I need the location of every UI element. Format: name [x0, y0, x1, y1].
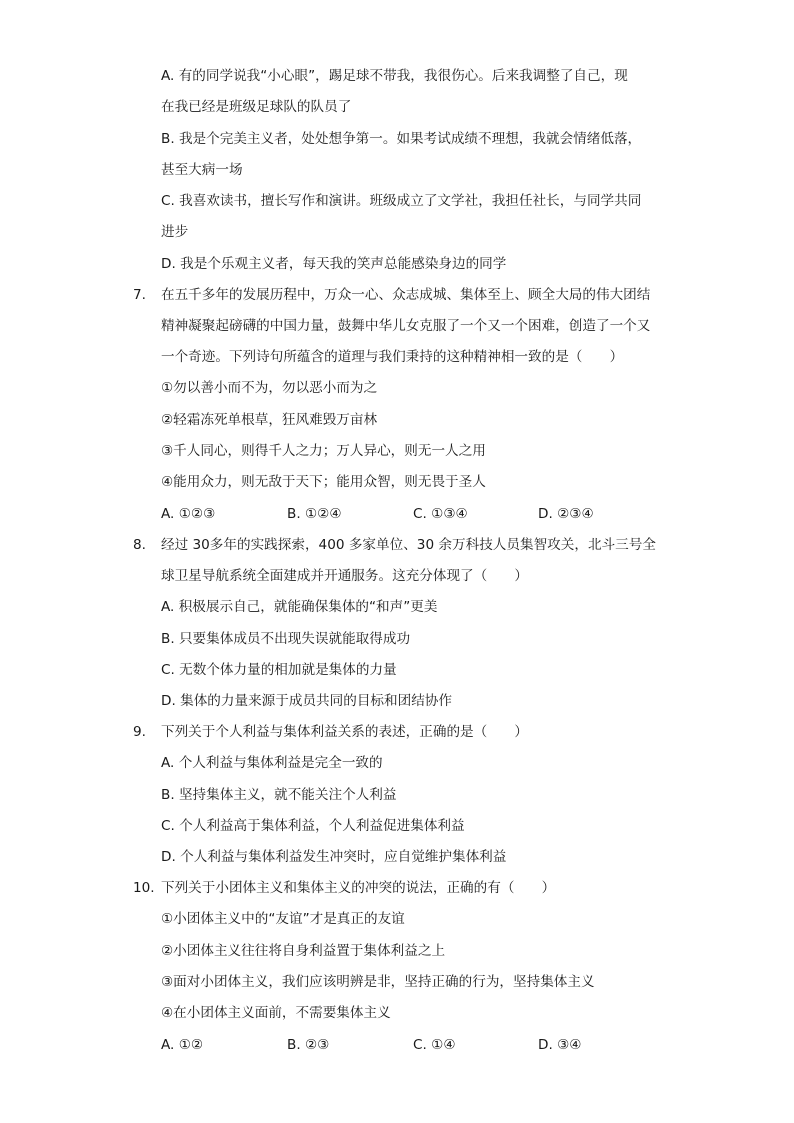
q7-stem-line1: 在五千多年的发展历程中，万众一心、众志成城、集体至上、顾全大局的伟大团结 [161, 287, 651, 303]
q8-choice-d: D. 集体的力量来源于成员共同的目标和团结协作 [161, 693, 452, 709]
q7-stem-line2: 精神凝聚起磅礴的中国力量，鼓舞中华儿女克服了一个又一个困难，创造了一个又 [161, 318, 651, 334]
q8-number: 8. [133, 537, 146, 553]
q7-statement-2: ②轻霜冻死单根草，狂风难毁万亩林 [161, 412, 378, 428]
q10-number: 10. [133, 880, 155, 896]
q7-stem-line3: 一个奇迹。下列诗句所蕴含的道理与我们秉持的这种精神相一致的是（ ） [161, 349, 624, 365]
q10-choice-a: A. ①② [161, 1037, 204, 1053]
q8-stem-line2: 球卫星导航系统全面建成并开通服务。这充分体现了（ ） [161, 568, 529, 584]
q7-choice-a: A. ①②③ [161, 506, 216, 522]
q7-statement-1: ①勿以善小而不为，勿以恶小而为之 [161, 380, 378, 396]
q9-number: 9. [133, 724, 146, 740]
q10-stem: 下列关于小团体主义和集体主义的冲突的说法，正确的有（ ） [161, 880, 556, 896]
q6-option-a-line2: 在我已经是班级足球队的队员了 [161, 99, 352, 115]
q7-choice-b: B. ①②④ [287, 506, 342, 522]
q8-choice-a: A. 积极展示自己，就能确保集体的“和声”更美 [161, 599, 438, 615]
q9-stem: 下列关于个人利益与集体利益关系的表述，正确的是（ ） [161, 724, 529, 740]
q8-choice-b: B. 只要集体成员不出现失误就能取得成功 [161, 631, 411, 647]
q7-choice-c: C. ①③④ [413, 506, 468, 522]
q7-choice-d: D. ②③④ [538, 506, 594, 522]
q10-choice-c: C. ①④ [413, 1037, 456, 1053]
q9-choice-b: B. 坚持集体主义，就不能关注个人利益 [161, 787, 397, 803]
q6-option-c-line2: 进步 [161, 224, 189, 240]
q10-statement-2: ②小团体主义往往将自身利益置于集体利益之上 [161, 943, 446, 959]
q6-option-b-line1: B. 我是个完美主义者，处处想争第一。如果考试成绩不理想，我就会情绪低落， [161, 131, 642, 147]
q9-choice-c: C. 个人利益高于集体利益，个人利益促进集体利益 [161, 818, 465, 834]
q7-statement-3: ③千人同心，则得千人之力；万人异心，则无一人之用 [161, 443, 486, 459]
q10-choice-d: D. ③④ [538, 1037, 582, 1053]
q10-statement-1: ①小团体主义中的“友谊”才是真正的友谊 [161, 911, 405, 927]
q6-option-b-line2: 甚至大病一场 [161, 162, 243, 178]
q9-choice-a: A. 个人利益与集体利益是完全一致的 [161, 755, 383, 771]
q6-option-a-line1: A. 有的同学说我“小心眼”，踢足球不带我，我很伤心。后来我调整了自己，现 [161, 68, 628, 84]
q6-option-c-line1: C. 我喜欢读书，擅长写作和演讲。班级成立了文学社，我担任社长，与同学共同 [161, 193, 642, 209]
q7-statement-4: ④能用众力，则无敌于天下；能用众智，则无畏于圣人 [161, 474, 486, 490]
q9-choice-d: D. 个人利益与集体利益发生冲突时，应自觉维护集体利益 [161, 849, 507, 865]
q10-statement-3: ③面对小团体主义，我们应该明辨是非，坚持正确的行为，坚持集体主义 [161, 974, 595, 990]
q7-number: 7. [133, 287, 146, 303]
q8-stem-line1: 经过 30多年的实践探索，400 多家单位、30 余万科技人员集智攻关，北斗三号全 [161, 537, 656, 553]
q10-statement-4: ④在小团体主义面前，不需要集体主义 [161, 1005, 391, 1021]
q10-choice-b: B. ②③ [287, 1037, 330, 1053]
q8-choice-c: C. 无数个体力量的相加就是集体的力量 [161, 662, 397, 678]
q6-option-d: D. 我是个乐观主义者，每天我的笑声总能感染身边的同学 [161, 256, 507, 272]
